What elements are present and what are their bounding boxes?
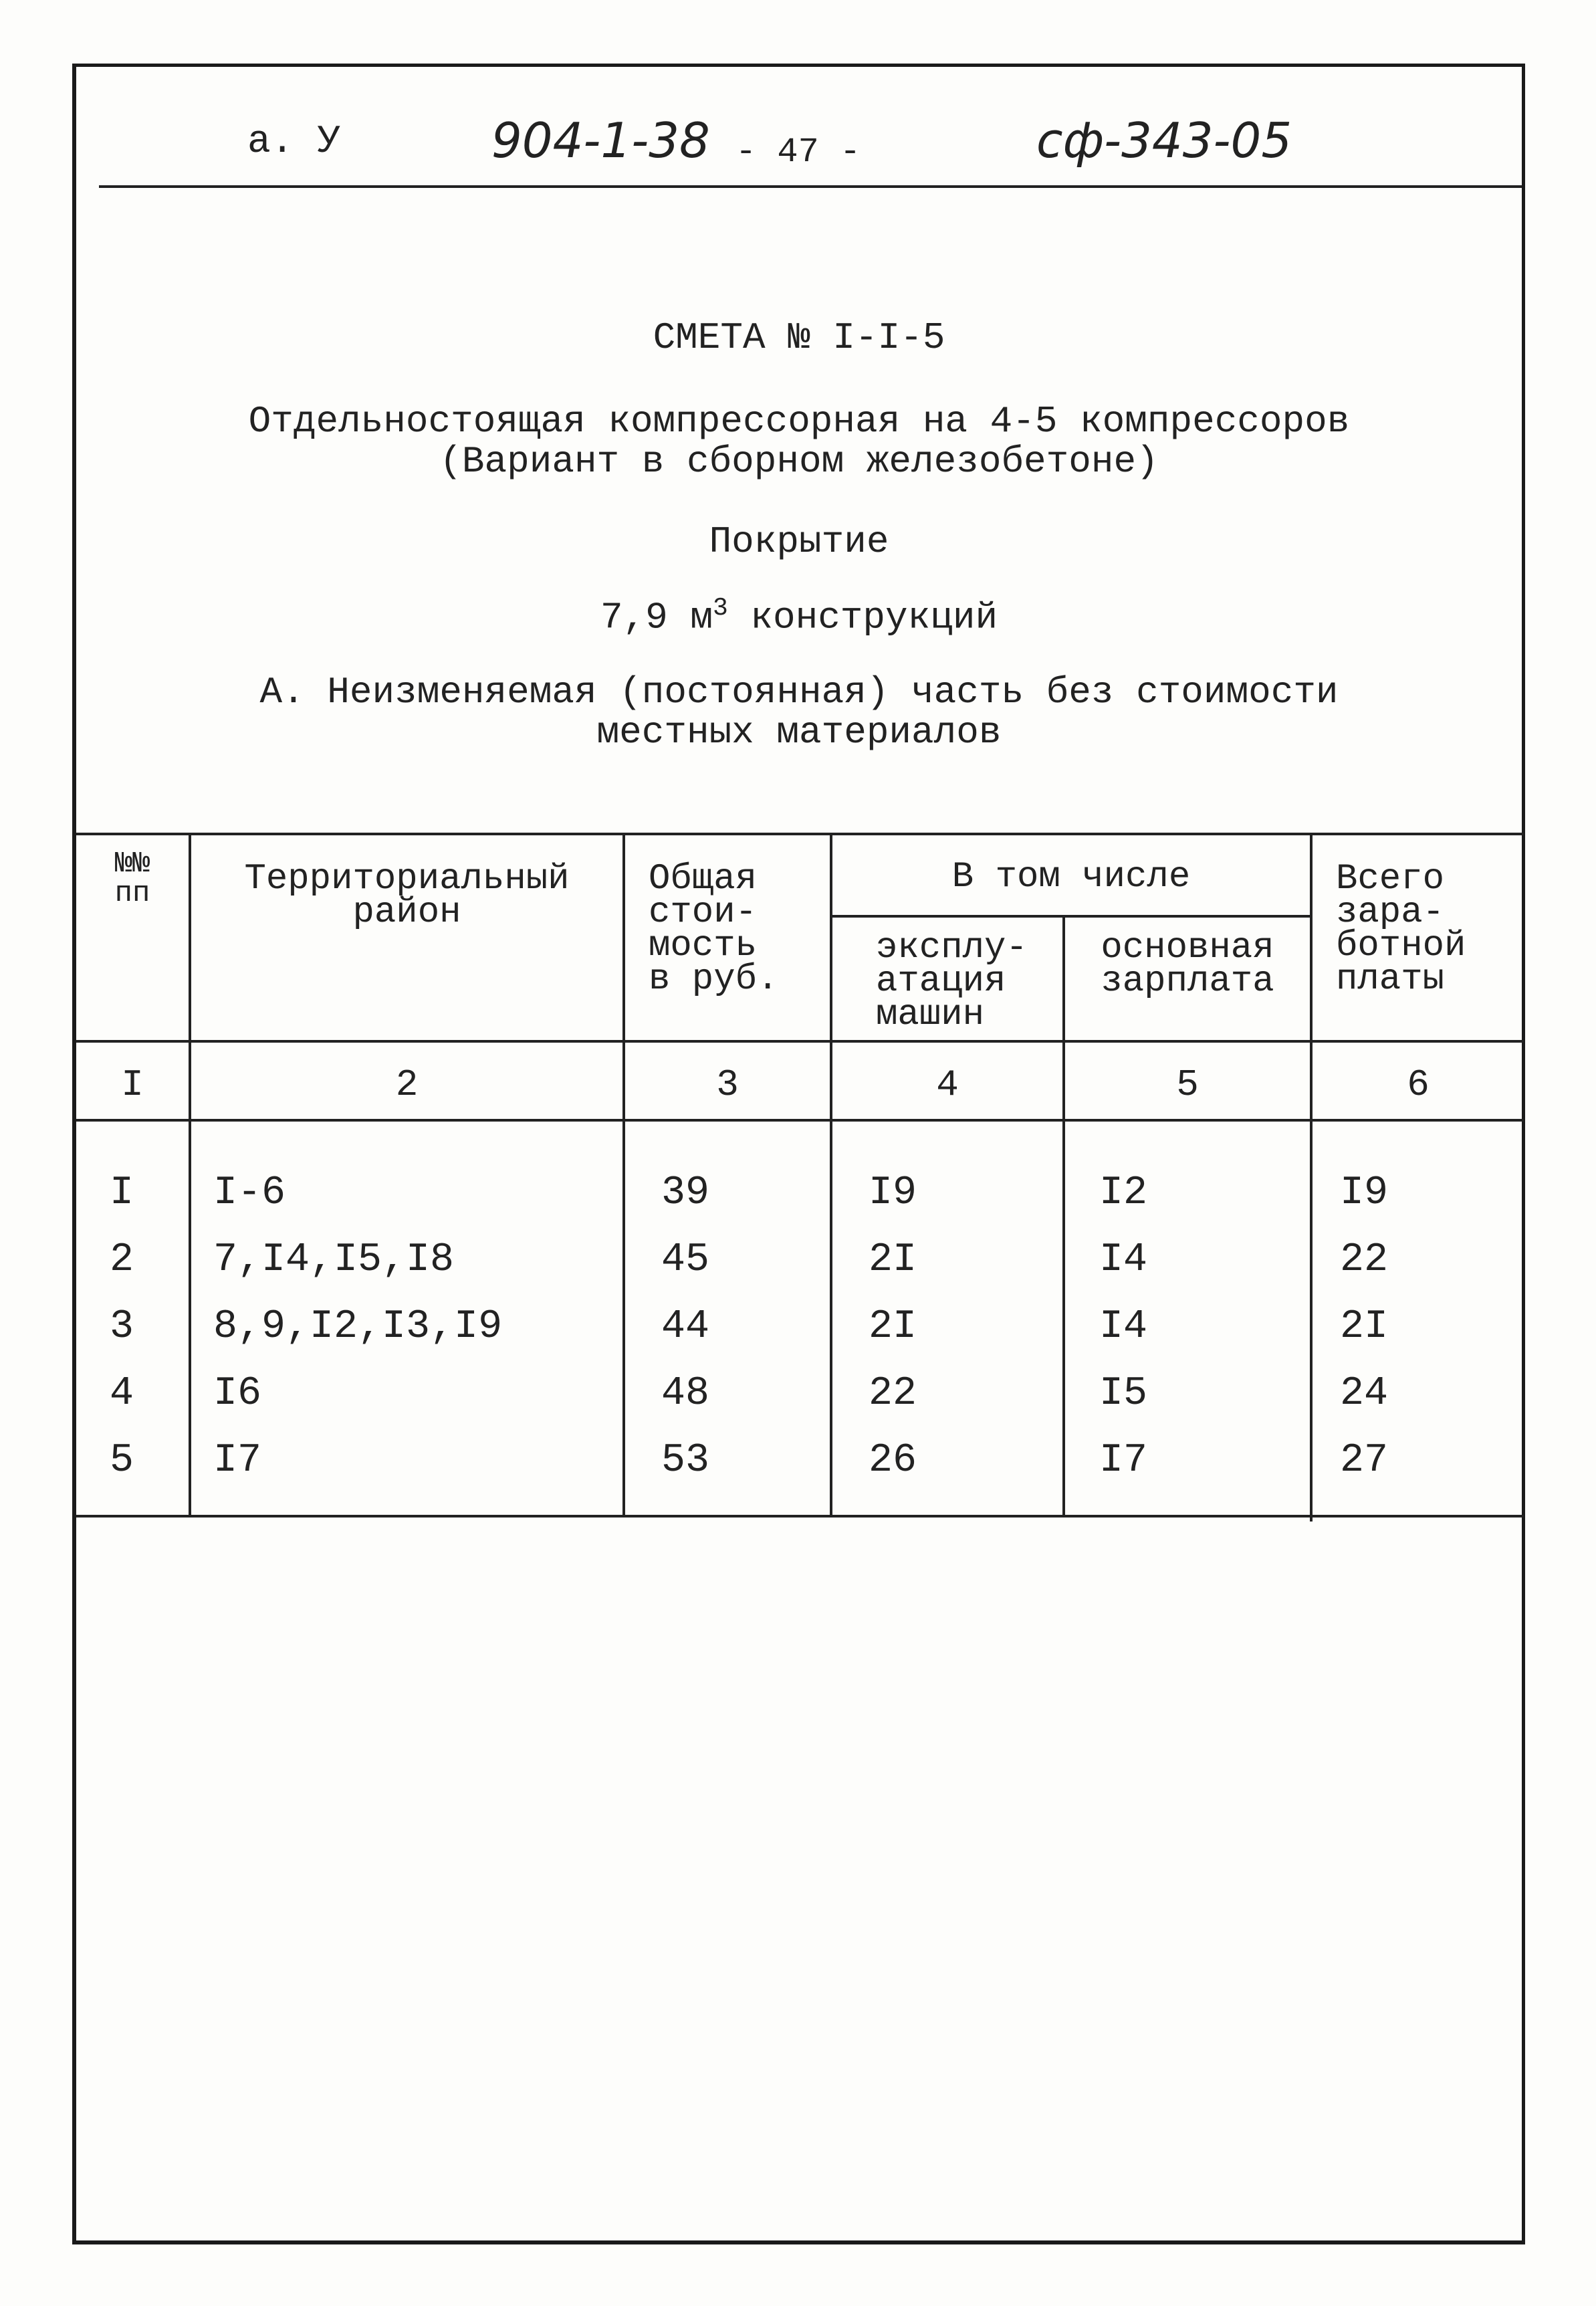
header-code: сф-343-05 [1036, 112, 1292, 169]
colnum-6: 6 [1407, 1063, 1430, 1106]
header-total: Общая стои- мость в руб. [649, 859, 779, 1000]
object-title-line2: (Вариант в сборном железобетоне) [439, 440, 1159, 483]
header-all-wages: Всего зара- ботной платы [1336, 859, 1466, 1000]
row-4-total: 48 [661, 1371, 710, 1417]
row-1-salary: I2 [1099, 1170, 1148, 1216]
header-doc-number: 904-1-38 [491, 112, 710, 169]
row-4-salary: I5 [1099, 1371, 1148, 1417]
row-2-all-wages: 22 [1340, 1237, 1389, 1283]
row-2-total: 45 [661, 1237, 710, 1283]
row-2-machines: 2I [869, 1237, 917, 1283]
row-3-all-wages: 2I [1340, 1304, 1389, 1350]
col-divider-4 [1062, 915, 1065, 1515]
row-1-region: I-6 [213, 1170, 286, 1216]
row-5-total: 53 [661, 1438, 710, 1483]
volume-line [76, 589, 1522, 638]
header-divider [99, 185, 1522, 188]
col-divider-1 [189, 833, 191, 1515]
row-2-num: 2 [110, 1237, 134, 1283]
page-frame-left [72, 64, 76, 2244]
row-2-salary: I4 [1099, 1237, 1148, 1283]
table-top-border [76, 833, 1524, 835]
header-including: В том числе [951, 857, 1191, 898]
row-1-all-wages: I9 [1340, 1170, 1389, 1216]
row-5-region: I7 [213, 1438, 262, 1483]
header-machines: эксплу- атация машин [876, 928, 1028, 1035]
header-salary: основная зарплата [1101, 928, 1274, 1002]
estimate-title: СМЕТА № I-I-5 [653, 316, 945, 359]
row-1-total: 39 [661, 1170, 710, 1216]
row-3-region: 8,9,I2,I3,I9 [213, 1304, 503, 1350]
row-4-all-wages: 24 [1340, 1371, 1389, 1417]
row-3-salary: I4 [1099, 1304, 1148, 1350]
header-region: Территориальный район [244, 859, 570, 933]
row-3-total: 44 [661, 1304, 710, 1350]
header-sheet-mark: а. У [247, 120, 341, 164]
colnum-3: 3 [716, 1063, 739, 1106]
volume-tail: конструкций [727, 596, 998, 639]
row-5-machines: 26 [869, 1438, 917, 1483]
colnum-5: 5 [1176, 1063, 1199, 1106]
part-title-line2: местных материалов [596, 711, 1002, 754]
row-5-num: 5 [110, 1438, 134, 1483]
colnum-1: I [121, 1063, 144, 1106]
volume-unit-power: 3 [712, 594, 728, 623]
row-4-num: 4 [110, 1371, 134, 1417]
row-5-all-wages: 27 [1340, 1438, 1389, 1483]
header-num: №№ пп [114, 847, 150, 910]
column-numbers-border [76, 1119, 1524, 1122]
section-title: Покрытие [709, 520, 889, 563]
row-5-salary: I7 [1099, 1438, 1148, 1483]
volume-value: 7,9 м [600, 596, 713, 639]
header-page-number: - 47 - [735, 132, 861, 172]
page-frame-top [72, 64, 1525, 67]
table-bottom-border [76, 1515, 1524, 1517]
row-4-region: I6 [213, 1371, 262, 1417]
page-frame-right [1522, 64, 1525, 2244]
row-2-region: 7,I4,I5,I8 [213, 1237, 455, 1283]
row-4-machines: 22 [869, 1371, 917, 1417]
page-frame-bottom [72, 2240, 1525, 2244]
colnum-4: 4 [936, 1063, 959, 1106]
object-title-line1: Отдельностоящая компрессорная на 4-5 компрессоров [248, 400, 1350, 443]
row-3-num: 3 [110, 1304, 134, 1350]
row-1-machines: I9 [869, 1170, 917, 1216]
including-divider [830, 915, 1310, 918]
part-title-line1: А. Неизменяемая (постоянная) часть без стоимости [259, 671, 1339, 714]
row-3-machines: 2I [869, 1304, 917, 1350]
colnum-2: 2 [395, 1063, 419, 1106]
row-1-num: I [110, 1170, 134, 1216]
header-bottom-border [76, 1040, 1524, 1043]
